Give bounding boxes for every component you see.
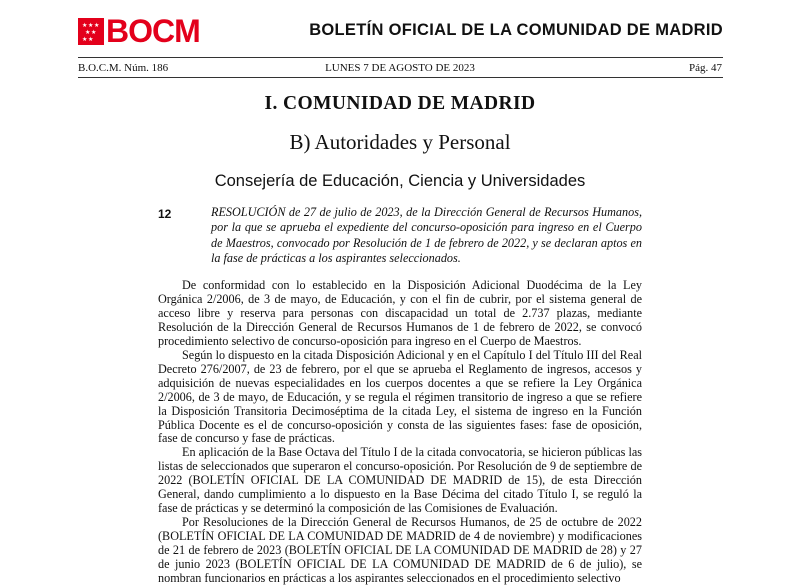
- header-rule-bottom: [78, 77, 723, 78]
- issue-number: B.O.C.M. Núm. 186: [78, 62, 169, 74]
- madrid-flag-icon: ★ ★ ★ ★ ★ ★ ★: [78, 18, 104, 45]
- issue-date: LUNES 7 DE AGOSTO DE 2023: [325, 62, 475, 74]
- logo-text-bo: BO: [106, 13, 152, 49]
- logo-text-cm: CM: [152, 13, 200, 49]
- department-title: Consejería de Educación, Ciencia y Universidades: [214, 172, 586, 190]
- body-paragraph: De conformidad con lo establecido en la Disposición Adicional Duodécima de la Ley Orgánica 2/2006, de 3 de mayo, de Educación, y con el fin de cubrir, por el sistema general de acceso libre y reserva para personas con discapacidad un total de 2.737 plazas, mediante Resolución de la Dirección General de Recursos Humanos de 1 de febrero de 2022, se convocó procedimiento selectivo de concurso-oposición para ingreso en el Cuerpo de Maestros.: [158, 278, 642, 348]
- resolution-summary: RESOLUCIÓN de 27 de julio de 2023, de la Dirección General de Recursos Humanos, por la que se aprueba el expediente del concurso-oposición para ingreso en el Cuerpo de Maestros, convocado por Resolución de 1 de febrero de 2022, y se declaran aptos en la fase de prácticas a los aspirantes seleccionados.: [211, 205, 642, 266]
- resolution-number: 12: [158, 207, 172, 221]
- bocm-logo: [78, 13, 200, 49]
- body-paragraph: Según lo dispuesto en la citada Disposición Adicional y en el Capítulo I del Título III del Real Decreto 276/2007, de 23 de febrero, por el que se aprueba el Reglamento de ingresos, accesos y adquisición de nuevas especialidades en los cuerpos docentes a que se refiere la Ley Orgánica 2/2006, de 3 de mayo, de Educación, y se regula el régimen transitorio de ingreso a que se refiere la Disposición Transitoria Decimoséptima de la citada Ley, el sistema de ingreso en la Función Pública Docente es el de concurso-oposición y consta de las siguientes fases: fase de oposición, fase de concurso y fase de prácticas.: [158, 347, 642, 446]
- bulletin-title: BOLETÍN OFICIAL DE LA COMUNIDAD DE MADRID: [309, 21, 723, 39]
- body-paragraph: En aplicación de la Base Octava del Título I de la citada convocatoria, se hicieron públicas las listas de seleccionados que superaron el concurso-oposición. Por Resolución de 9 de septiembre de 2022 (BOLETÍN OFICIAL DE LA COMUNIDAD DE MADRID de 15), de esta Dirección General, dando cumplimiento a lo dispuesto en la Base Décima del citado Título I, se reguló la fase de prácticas y se determinó la composición de las Comisiones de Evaluación.: [158, 445, 642, 516]
- document-body: [158, 279, 642, 586]
- subsection-title: B) Autoridades y Personal: [289, 130, 511, 154]
- logo-text: [106, 13, 200, 49]
- section-title: I. COMUNIDAD DE MADRID: [264, 93, 536, 114]
- body-paragraph: Por Resoluciones de la Dirección General de Recursos Humanos, de 25 de octubre de 2022 (BOLETÍN OFICIAL DE LA COMUNIDAD DE MADRID de 4 de noviembre) y modificaciones de 21 de febrero de 2023 (BOLETÍN OFICIAL DE LA COMUNIDAD DE MADRID de 28) y 27 de junio 2023 (BOLETÍN OFICIAL DE LA COMUNIDAD DE MADRID de 6 de julio), se nombran funcionarios en prácticas a los aspirantes seleccionados en el procedimiento selectivo: [158, 515, 642, 586]
- header-rule-top: [78, 57, 723, 58]
- page-number: Pág. 47: [689, 62, 722, 74]
